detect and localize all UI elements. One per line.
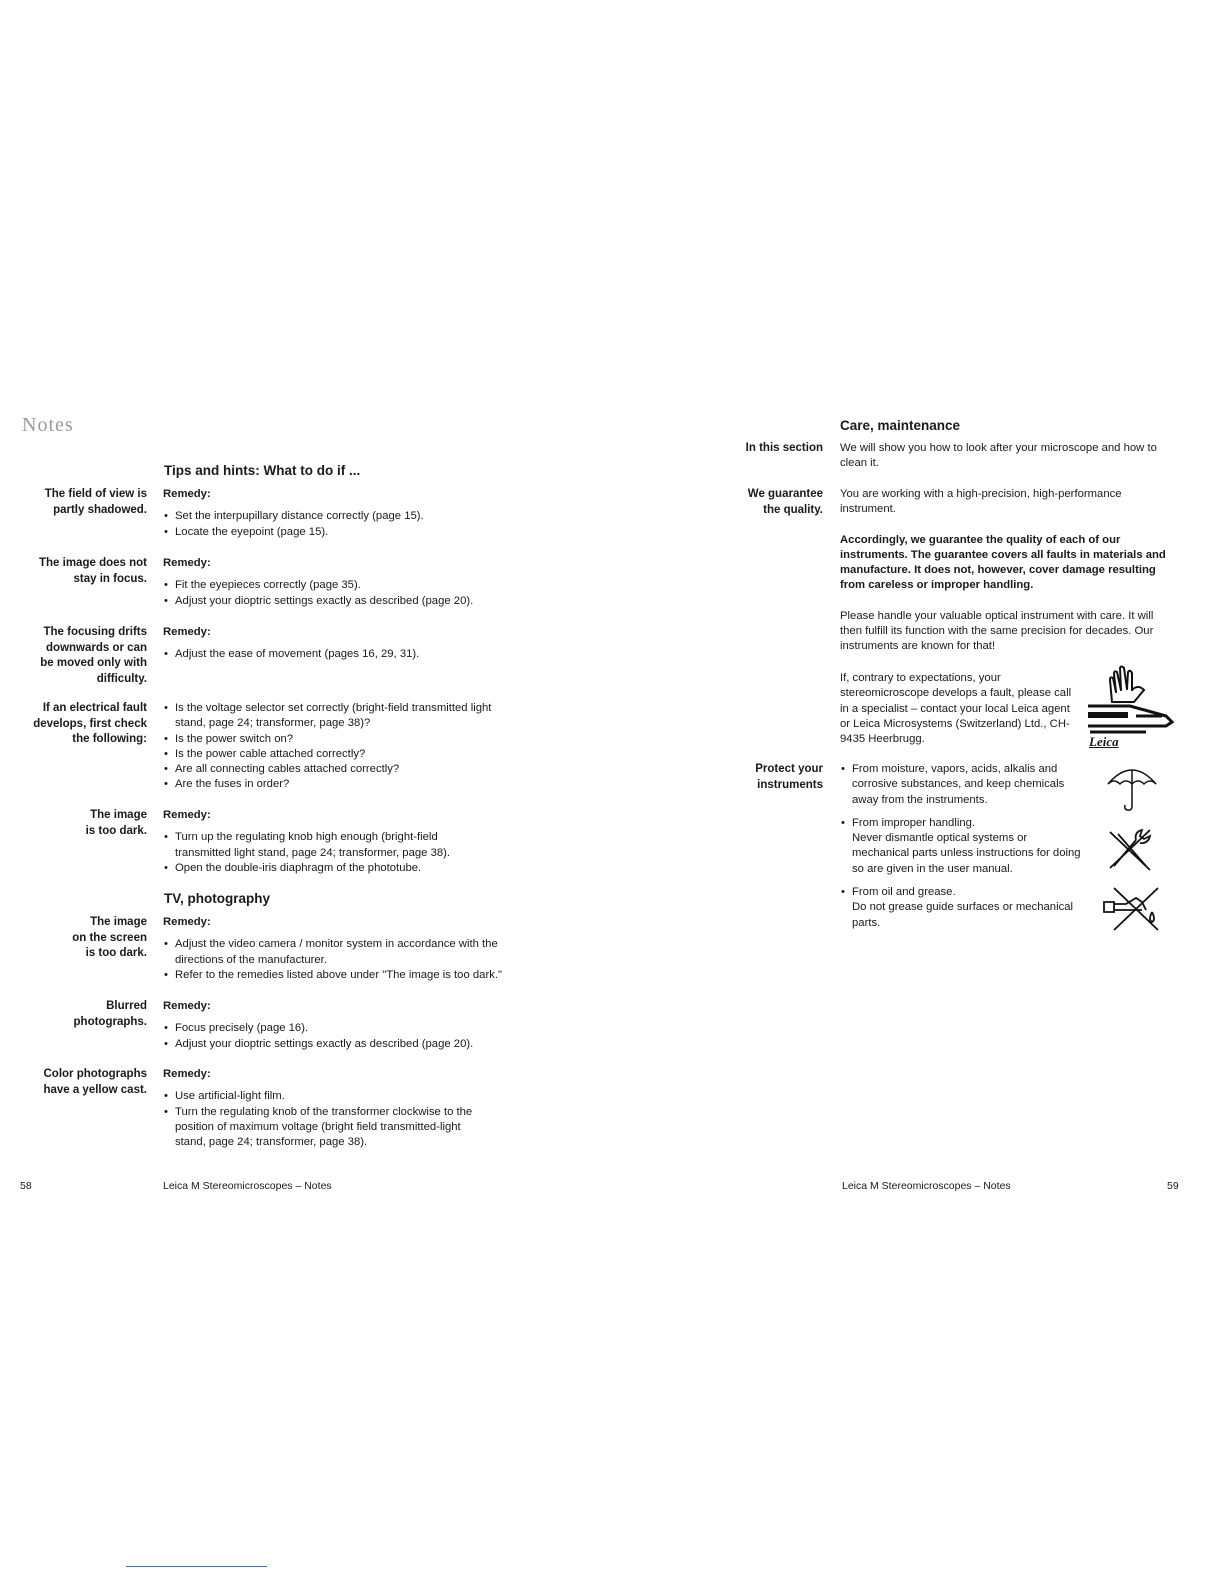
protect-list: [840, 762, 1084, 931]
list-item: • From oil and grease. Do not grease guide surfaces or mechanical parts.: [840, 885, 1084, 931]
problem-checklist-4: [163, 701, 498, 793]
list-item: • Focus precisely (page 16).: [163, 1021, 503, 1036]
fault-text: If, contrary to expectations, your stereomicroscope develops a fault, please call in a specialist – contact your local Leica agent or Leica Microsystems (Switzerland) Ltd., CH-9435 Heerbrugg.: [840, 672, 1072, 746]
guarantee-label: We guarantee the quality.: [747, 488, 823, 516]
tv-problem-remedy-1: Remedy: • Adjust the video camera / monitor system in accordance with the directions of the manufacturer. • Refer to the remedies listed above under "The image is too dark.": [163, 915, 503, 983]
list-item: • Refer to the remedies listed above under "The image is too dark.": [163, 968, 503, 983]
tv-problem-label-3: Color photographs have a yellow cast.: [43, 1068, 147, 1096]
page-number-left: 58: [20, 1180, 32, 1192]
list-item: • Turn up the regulating knob high enough (bright-field transmitted light stand, page 24; transformer, page 38).: [163, 830, 473, 861]
microscope-stage-icon: [1086, 702, 1178, 738]
list-item: • Adjust your dioptric settings exactly as described (page 20).: [163, 1037, 503, 1052]
leica-logo: Leica: [1089, 734, 1119, 749]
in-this-section-label: In this section: [745, 442, 823, 454]
list-item: • Is the power switch on?: [163, 732, 498, 747]
care-maintenance-title: Care, maintenance: [840, 418, 961, 433]
problem-remedy-3: Remedy: • Adjust the ease of movement (pages 16, 29, 31).: [163, 625, 503, 663]
problem-label-5: The image is too dark.: [85, 809, 147, 837]
tv-problem-remedy-2: Remedy: • Focus precisely (page 16). • Adjust your dioptric settings exactly as described (page 20).: [163, 999, 503, 1052]
problem-label-2: The image does not stay in focus.: [39, 557, 147, 585]
list-item: • Adjust the ease of movement (pages 16, 29, 31).: [163, 647, 503, 662]
list-item: • Are all connecting cables attached correctly?: [163, 762, 498, 777]
tv-problem-remedy-3: Remedy: • Use artificial-light film. • Turn the regulating knob of the transformer clockwise to the position of maximum voltage (bright field transmitted-light stand, page 24; transformer, page 38).: [163, 1067, 493, 1150]
guarantee-section: You are working with a high-precision, high-performance instrument. Accordingly, we guarantee the quality of each of our instruments. The guarantee covers all faults in materials and manufacture. It does not, however, cover damage resulting from careless or improper handling. Please handle your valuable optical instrument with care. It will then fulfill its function with the same precision for decades. Our instruments are known for that!: [840, 488, 1166, 653]
tv-problem-label-1: The image on the screen is too dark.: [72, 916, 147, 959]
problem-label-3: The focusing drifts downwards or can be moved only with difficulty.: [40, 626, 147, 685]
list-item: • From improper handling. Never dismantle optical systems or mechanical parts unless instructions for doing so are given in the user manual.: [840, 816, 1084, 877]
no-oil-icon: [1102, 884, 1164, 932]
list-item: • Are the fuses in order?: [163, 777, 498, 792]
list-item: • Fit the eyepieces correctly (page 35).: [163, 578, 503, 593]
list-item: • Locate the eyepoint (page 15).: [163, 525, 503, 540]
footer-left: Leica M Stereomicroscopes – Notes: [163, 1180, 332, 1192]
bottom-divider: [126, 1566, 267, 1567]
hand-icon: [1104, 664, 1154, 706]
list-item: • From moisture, vapors, acids, alkalis and corrosive substances, and keep chemicals away from the instruments.: [840, 762, 1084, 808]
notes-header: Notes: [22, 414, 74, 436]
problem-label-4: If an electrical fault develops, first check the following:: [33, 702, 147, 745]
list-item: • Set the interpupillary distance correctly (page 15).: [163, 509, 503, 524]
list-item: • Use artificial-light film.: [163, 1089, 493, 1104]
list-item: • Is the power cable attached correctly?: [163, 747, 498, 762]
in-this-section-text: We will show you how to look after your microscope and how to clean it.: [840, 442, 1157, 470]
list-item: • Turn the regulating knob of the transformer clockwise to the position of maximum voltage (bright field transmitted-light stand, page 24; transformer, page 38).: [163, 1105, 493, 1151]
problem-remedy-5: Remedy: • Turn up the regulating knob high enough (bright-field transmitted light stand, page 24; transformer, page 38). • Open the double-iris diaphragm of the phototube.: [163, 808, 473, 876]
tv-photography-title: TV, photography: [164, 891, 271, 906]
problem-remedy-1: Remedy: • Set the interpupillary distance correctly (page 15). • Locate the eyepoint (page 15).: [163, 487, 503, 540]
page-number-right: 59: [1167, 1180, 1179, 1192]
tv-problem-label-2: Blurred photographs.: [73, 1000, 147, 1028]
list-item: • Is the voltage selector set correctly (bright-field transmitted light stand, page 24; transformer, page 38)?: [163, 701, 498, 732]
no-tools-icon: [1106, 826, 1154, 872]
footer-right: Leica M Stereomicroscopes – Notes: [842, 1180, 1011, 1192]
problem-label-1: The field of view is partly shadowed.: [44, 488, 147, 516]
protect-label: Protect your instruments: [755, 763, 823, 791]
list-item: • Open the double-iris diaphragm of the phototube.: [163, 861, 473, 876]
umbrella-icon: [1104, 762, 1160, 812]
list-item: • Adjust your dioptric settings exactly as described (page 20).: [163, 594, 503, 609]
tips-title: Tips and hints: What to do if ...: [164, 463, 361, 478]
problem-remedy-2: Remedy: • Fit the eyepieces correctly (page 35). • Adjust your dioptric settings exactly as described (page 20).: [163, 556, 503, 609]
list-item: • Adjust the video camera / monitor system in accordance with the directions of the manufacturer.: [163, 937, 503, 968]
